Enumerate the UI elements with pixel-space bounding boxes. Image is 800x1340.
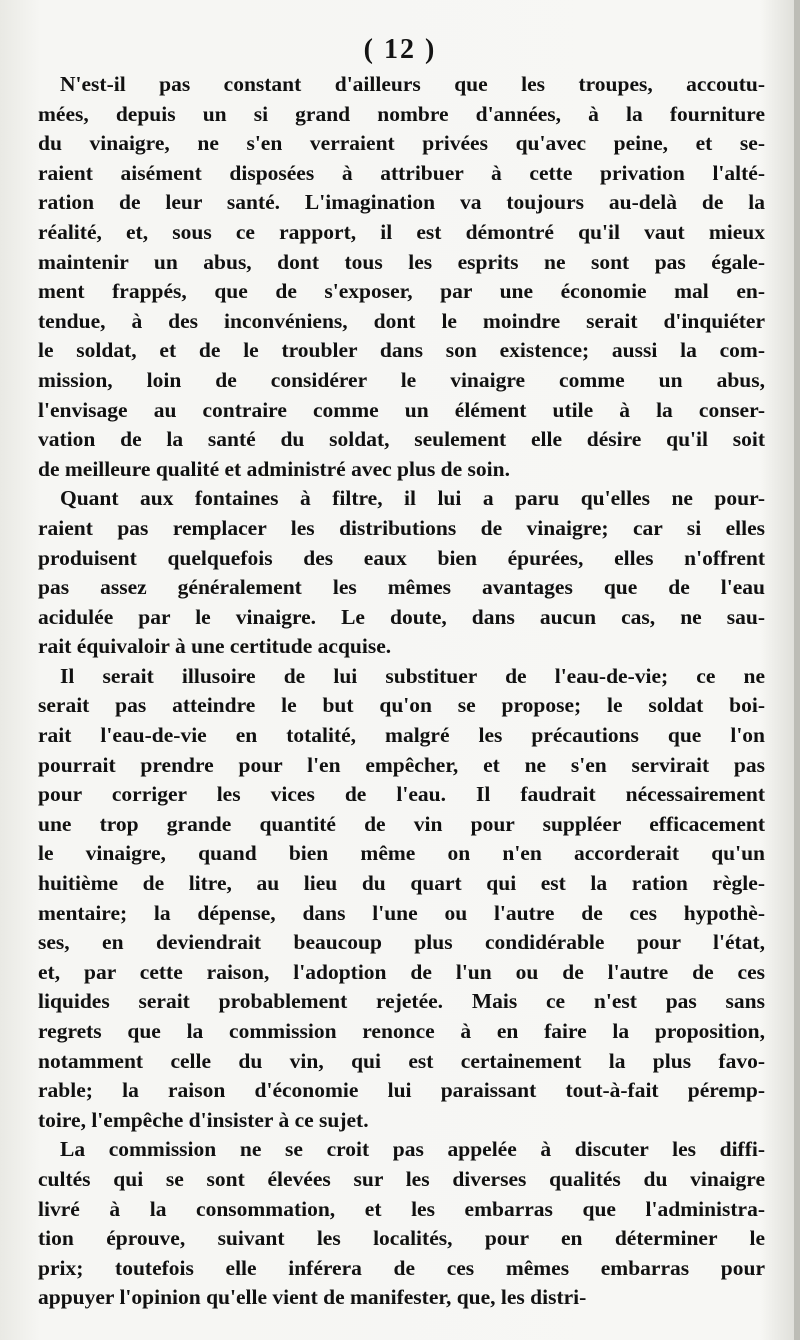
text-line: produisent quelquefois des eaux bien épurées, elles n'offrent <box>38 545 765 570</box>
page-number: ( 12 ) <box>363 34 437 65</box>
text-line: le vinaigre, quand bien même on n'en accorderait qu'un <box>38 841 765 866</box>
paragraph <box>38 484 765 662</box>
text-line: mées, depuis un si grand nombre d'années, à la fourniture <box>38 101 765 126</box>
text-line: et, par cette raison, l'adoption de l'un ou de l'autre de ces <box>38 959 765 984</box>
text-line: liquides serait probablement rejetée. Mais ce n'est pas sans <box>38 989 765 1014</box>
text-line: livré à la consommation, et les embarras que l'administra- <box>38 1196 765 1221</box>
text-line: mission, loin de considérer le vinaigre comme un abus, <box>38 367 765 392</box>
text-line: notamment celle du vin, qui est certainement la plus favo- <box>38 1048 765 1073</box>
text-line: ses, en deviendrait beaucoup plus condidérable pour l'état, <box>38 930 765 955</box>
text-line: pourrait prendre pour l'en empêcher, et ne s'en servirait pas <box>38 752 765 777</box>
text-line: acidulée par le vinaigre. Le doute, dans aucun cas, ne sau- <box>38 604 765 629</box>
text-line: ration de leur santé. L'imagination va toujours au-delà de la <box>38 190 765 215</box>
text-line: regrets que la commission renonce à en faire la proposition, <box>38 1019 765 1043</box>
text-line: rable; la raison d'économie lui paraissant tout-à-fait péremp- <box>38 1078 765 1103</box>
text-line: toire, l'empêche d'insister à ce sujet. <box>38 1107 369 1132</box>
paragraph <box>38 662 765 1136</box>
text-line: ment frappés, que de s'exposer, par une économie mal en- <box>38 279 765 304</box>
text-line: une trop grande quantité de vin pour suppléer efficacement <box>38 811 765 836</box>
text-line: de meilleure qualité et administré avec plus de soin. <box>38 456 510 481</box>
text-line: raient pas remplacer les distributions de vinaigre; car si elles <box>38 515 765 540</box>
text-line: pour corriger les vices de l'eau. Il faudrait nécessairement <box>38 782 765 807</box>
paragraph <box>38 70 765 484</box>
text-line: Quant aux fontaines à filtre, il lui a paru qu'elles ne pour- <box>60 486 765 511</box>
paragraph <box>38 1135 765 1313</box>
text-line: huitième de litre, au lieu du quart qui est la ration règle- <box>38 871 765 896</box>
text-line: du vinaigre, ne s'en verraient privées qu'avec peine, et se- <box>38 131 765 156</box>
text-line: appuyer l'opinion qu'elle vient de manifester, que, les distri- <box>38 1285 587 1310</box>
text-line: le soldat, et de le troubler dans son existence; aussi la com- <box>38 338 765 363</box>
text-line: serait pas atteindre le but qu'on se propose; le soldat boi- <box>38 693 765 718</box>
text-line: cultés qui se sont élevées sur les diverses qualités du vinaigre <box>38 1166 765 1191</box>
text-line: vation de la santé du soldat, seulement elle désire qu'il soit <box>38 427 765 452</box>
text-line: raient aisément disposées à attribuer à cette privation l'alté- <box>38 160 765 185</box>
text-line: Il serait illusoire de lui substituer de l'eau-de-vie; ce ne <box>60 663 765 688</box>
text-line: prix; toutefois elle inférera de ces mêmes embarras pour <box>38 1255 765 1280</box>
page-edge <box>794 0 800 1340</box>
text-line: pas assez généralement les mêmes avantages que de l'eau <box>38 575 765 600</box>
text-line: réalité, et, sous ce rapport, il est démontré qu'il vaut mieux <box>38 219 765 244</box>
text-line: mentaire; la dépense, dans l'une ou l'autre de ces hypothè- <box>38 900 765 925</box>
body-text <box>38 70 765 1313</box>
text-line: rait l'eau-de-vie en totalité, malgré les précautions que l'on <box>38 723 765 748</box>
text-line: tendue, à des inconvéniens, dont le moindre serait d'inquiéter <box>38 308 765 333</box>
text-line: maintenir un abus, dont tous les esprits ne sont pas égale- <box>38 249 765 274</box>
text-line: rait équivaloir à une certitude acquise. <box>38 634 392 659</box>
text-line: N'est-il pas constant d'ailleurs que les troupes, accoutu- <box>60 72 765 96</box>
text-line: La commission ne se croit pas appelée à discuter les diffi- <box>60 1137 765 1162</box>
text-line: tion éprouve, suivant les localités, pour en déterminer le <box>38 1226 765 1251</box>
text-line: l'envisage au contraire comme un élément utile à la conser- <box>38 397 765 422</box>
